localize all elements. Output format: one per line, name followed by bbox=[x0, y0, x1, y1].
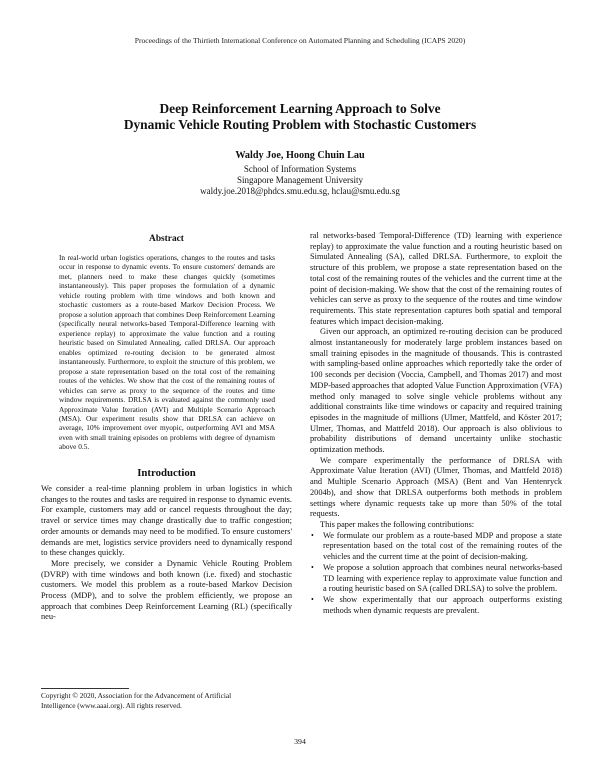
contribution-text: We formulate our problem as a route-based MDP and propose a state representation based on the total cost of the remaining routes of the vehicles and the current time at the point of decision-making. bbox=[323, 530, 562, 562]
affiliation-university: Singapore Management University bbox=[237, 175, 363, 185]
right-paragraph-3: We compare experimentally the performance of DRLSA with Approximate Value Iteration (AVI) (Ulmer, Thomas, and Mattfeld 2018) and Multiple Scenario Approach (MSA) (Bent and Van Hentenryck 2004b), and show that DRLSA outperforms both methods in problem settings where dynamic requests take up more than 50% of the total requests. bbox=[310, 455, 562, 519]
paper-title bbox=[0, 101, 600, 133]
bullet-icon: • bbox=[311, 594, 314, 604]
title-line-1: Deep Reinforcement Learning Approach to Solve bbox=[159, 101, 441, 116]
right-paragraph-2: Given our approach, an optimized re-routing decision can be produced almost instantaneously for moderately large problem instances based on small training episodes in the magnitude of thousands. This is contrasted with sampling-based online approaches which reportedly take the order of 100 seconds per decision (Voccia, Campbell, and Thomas 2017) and most MDP-based approaches that adopted Value Function Approximation (VFA) method only managed to solve single vehicle problems without any additional constraints like time windows or capacity and required training episodes in the magnitude of millions (Ulmer, Mattfeld, and Köster 2017; Ulmer, Thomas, and Mattfeld 2018). Our approach is also oblivious to probability distributions of demand uncertainty unlike stochastic optimization methods. bbox=[310, 327, 562, 455]
intro-paragraph-1: We consider a real-time planning problem in urban logistics in which changes to the routes and tasks are required in response to dynamic events. For example, customers may add or cancel requests throughout the day; travel or service times may change drastically due to traffic congestion; order amounts or demands may need to be modified. To ensure customers' demands are met, logistics service providers need to dynamically respond to these changes quickly. bbox=[41, 484, 292, 558]
affiliation-school: School of Information Systems bbox=[243, 164, 357, 174]
copyright-notice bbox=[41, 691, 292, 710]
right-paragraph-continued: ral networks-based Temporal-Difference (TD) learning with experience replay) to approximate the value function and a routing heuristic based on Simulated Annealing (SA), called DRLSA. Furthermore, to exploit the structure of this problem, we propose a state representation based on the total cost of the remaining routes of the vehicles and the current time at the point of decision-making. We show that the cost of the remaining routes of vehicles can serve as proxy to the sequence of the routes and time window requirements. This state representation captures both spatial and temporal features which impact decision-making. bbox=[310, 231, 562, 326]
contribution-text: We propose a solution approach that combines neural networks-based TD learning with experience replay to approximate value function and a routing heuristic based on SA (called DRLSA) to solve the problem. bbox=[323, 562, 562, 594]
contribution-text: We show experimentally that our approach outperforms existing methods when dynamic requests are prevalent. bbox=[323, 594, 562, 615]
bullet-icon: • bbox=[311, 562, 314, 572]
contributions-list bbox=[310, 531, 562, 617]
copyright-line-2: Intelligence (www.aaai.org). All rights reserved. bbox=[41, 700, 182, 710]
intro-paragraph-2: More precisely, we consider a Dynamic Vehicle Routing Problem (DVRP) with time windows and both known (i.e. fixed) and stochastic customers. We model this problem as a route-based Markov Decision Process (MDP), and to solve the problem efficiently, we propose an approach that combines Deep Reinforcement Learning (RL) (specifically neu- bbox=[41, 558, 292, 622]
list-item bbox=[310, 563, 562, 595]
list-item bbox=[310, 595, 562, 616]
copyright-line-1: Copyright © 2020, Association for the Advancement of Artificial bbox=[41, 691, 232, 700]
introduction-heading: Introduction bbox=[137, 467, 196, 479]
title-line-2: Dynamic Vehicle Routing Problem with Stochastic Customers bbox=[123, 117, 477, 132]
abstract-heading: Abstract bbox=[149, 234, 184, 244]
list-item bbox=[310, 531, 562, 563]
bullet-icon: • bbox=[311, 530, 314, 540]
page-number: 394 bbox=[294, 737, 306, 746]
abstract-text: In real-world urban logistics operations, changes to the routes and tasks occur in response to dynamic events. To ensure customers' demands are met, planners need to make these changes quickly (sometimes instantaneously). This paper proposes the formulation of a dynamic vehicle routing problem with time windows and both known and stochastic customers as a route-based Markov Decision Process. We propose a solution approach that combines Deep Reinforcement Learning (specifically neural networks-based Temporal-Difference learning with experience replay) to approximate the value function and a routing heuristic based on Simulated Annealing, called DRLSA. Our approach enables optimized re-routing decision to be generated almost instantaneously. Furthermore, to exploit the structure of this problem, we propose a state representation based on the total cost of the remaining routes of the vehicles. We show that the cost of the remaining routes of vehicles can serve as proxy to the sequence of the routes and time window requirements. DRLSA is evaluated against the commonly used Approximate Value Iteration (AVI) and Multiple Scenario Approach (MSA). Our experiment results show that DRLSA can achieve on average, 10% improvement over myopic, outperforming AVI and MSA even with small training episodes on problems with degree of dynamism above 0.5. bbox=[59, 253, 275, 452]
right-paragraph-4: This paper makes the following contributions: bbox=[320, 519, 475, 529]
author-emails: waldy.joe.2018@phdcs.smu.edu.sg, hclau@smu.edu.sg bbox=[200, 186, 400, 196]
proceedings-header: Proceedings of the Thirtieth International Conference on Automated Planning and Scheduling (ICAPS 2020) bbox=[134, 36, 466, 45]
authors: Waldy Joe, Hoong Chuin Lau bbox=[235, 150, 365, 161]
footnote-rule bbox=[41, 688, 129, 689]
right-column-body bbox=[310, 231, 562, 616]
introduction-body bbox=[41, 484, 292, 623]
